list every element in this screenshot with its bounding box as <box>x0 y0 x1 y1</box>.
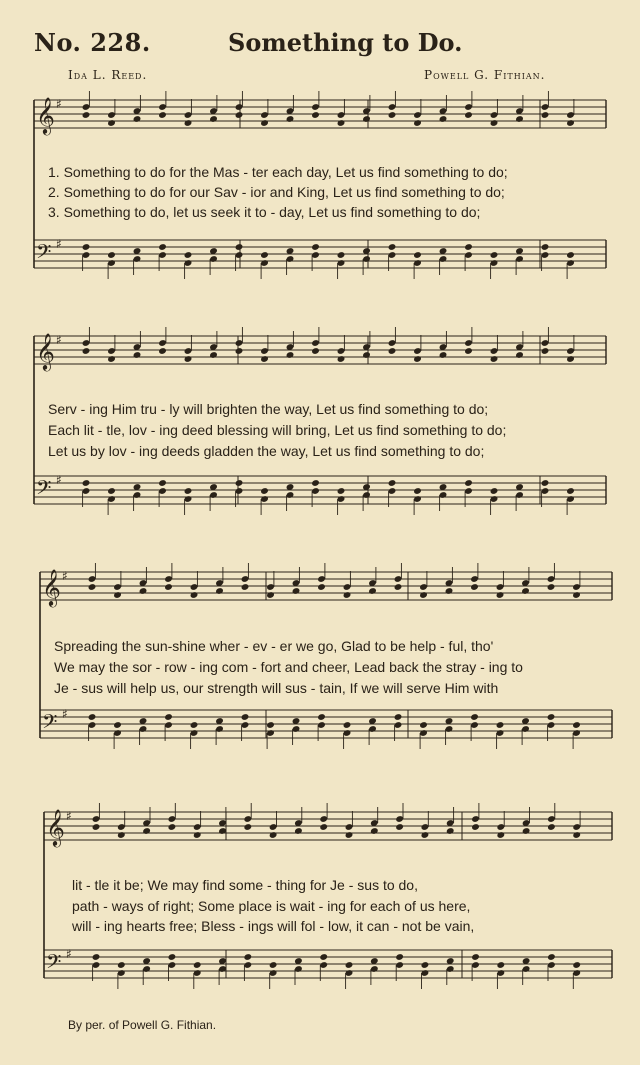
note-head <box>395 953 404 961</box>
note-head <box>260 355 269 363</box>
note-head <box>471 953 480 961</box>
sharp-icon: ♯ <box>66 809 72 823</box>
note-head <box>439 351 448 359</box>
bass-clef-icon: 𝄢 <box>36 240 52 268</box>
note-head <box>490 251 499 259</box>
note-head <box>107 119 116 127</box>
lyric-line: lit - tle it be; We may find some - thing for Je - sus to do, <box>72 877 418 893</box>
treble-clef-icon: 𝄞 <box>36 332 55 370</box>
sharp-icon: ♯ <box>62 707 68 721</box>
note-head <box>266 591 275 599</box>
note-head <box>142 827 151 835</box>
note-head <box>566 251 575 259</box>
treble-clef-icon: 𝄞 <box>46 808 65 846</box>
note-head <box>243 823 252 831</box>
note-head <box>311 243 320 251</box>
note-head <box>241 583 250 591</box>
note-head <box>184 251 193 259</box>
note-head <box>317 713 326 721</box>
note-head <box>168 953 177 961</box>
note-head <box>547 823 556 831</box>
lyric-line: will - ing hearts free; Bless - ings will fol - low, it can - not be vain, <box>72 918 475 934</box>
note-head <box>266 721 275 729</box>
note-head <box>241 713 250 721</box>
note-head <box>260 487 269 495</box>
note-head <box>490 119 499 127</box>
bass-clef-icon: 𝄢 <box>42 710 58 738</box>
note-head <box>294 827 303 835</box>
note-head <box>419 721 428 729</box>
sharp-icon: ♯ <box>56 333 62 347</box>
note-head <box>209 115 218 123</box>
note-head <box>158 111 167 119</box>
note-head <box>343 721 352 729</box>
bass-clef-icon: 𝄢 <box>36 476 52 504</box>
note-head <box>286 351 295 359</box>
note-head <box>82 347 91 355</box>
note-head <box>566 355 575 363</box>
note-head <box>337 119 346 127</box>
note-head <box>337 251 346 259</box>
lyric-line: Each lit - tle, lov - ing deed blessing will bring, Let us find something to do; <box>48 422 507 438</box>
note-head <box>158 479 167 487</box>
note-head <box>541 243 550 251</box>
note-head <box>107 487 116 495</box>
note-head <box>572 961 581 969</box>
sharp-icon: ♯ <box>62 569 68 583</box>
note-head <box>394 583 403 591</box>
note-head <box>260 251 269 259</box>
note-head <box>117 831 126 839</box>
note-head <box>496 591 505 599</box>
note-head <box>446 827 455 835</box>
note-head <box>522 827 531 835</box>
note-head <box>190 721 199 729</box>
note-head <box>311 347 320 355</box>
note-head <box>133 115 142 123</box>
sharp-icon: ♯ <box>56 97 62 111</box>
note-head <box>235 243 244 251</box>
note-head <box>184 355 193 363</box>
note-head <box>490 487 499 495</box>
note-head <box>311 479 320 487</box>
note-head <box>184 487 193 495</box>
note-head <box>471 823 480 831</box>
note-head <box>286 115 295 123</box>
note-head <box>490 355 499 363</box>
note-head <box>337 355 346 363</box>
note-head <box>464 347 473 355</box>
note-head <box>421 831 430 839</box>
note-head <box>343 591 352 599</box>
note-head <box>464 243 473 251</box>
note-head <box>184 119 193 127</box>
note-head <box>168 823 177 831</box>
lyric-line: Serv - ing Him tru - ly will brighten the way, Let us find something to do; <box>48 401 489 417</box>
note-head <box>572 591 581 599</box>
note-head <box>243 953 252 961</box>
note-head <box>113 721 122 729</box>
note-head <box>260 119 269 127</box>
note-head <box>470 713 479 721</box>
note-head <box>547 583 556 591</box>
footer-permission: By per. of Powell G. Fithian. <box>68 1018 217 1032</box>
note-head <box>345 831 354 839</box>
note-head <box>117 961 126 969</box>
note-head <box>269 831 278 839</box>
note-head <box>235 479 244 487</box>
note-head <box>158 243 167 251</box>
treble-clef-icon: 𝄞 <box>42 568 61 606</box>
hymn-number: No. 228. <box>34 28 151 57</box>
note-head <box>395 823 404 831</box>
note-head <box>158 347 167 355</box>
note-head <box>368 587 377 595</box>
note-head <box>319 823 328 831</box>
note-head <box>413 119 422 127</box>
note-head <box>521 587 530 595</box>
note-head <box>445 587 454 595</box>
note-head <box>92 823 101 831</box>
note-head <box>107 355 116 363</box>
note-head <box>133 351 142 359</box>
note-head <box>541 479 550 487</box>
note-head <box>541 111 550 119</box>
note-head <box>193 961 202 969</box>
note-head <box>496 831 505 839</box>
note-head <box>311 111 320 119</box>
note-head <box>464 479 473 487</box>
note-head <box>515 351 524 359</box>
note-head <box>419 591 428 599</box>
note-head <box>92 953 101 961</box>
note-head <box>464 111 473 119</box>
note-head <box>515 115 524 123</box>
note-head <box>82 243 91 251</box>
note-head <box>388 347 397 355</box>
note-head <box>82 479 91 487</box>
note-head <box>547 713 556 721</box>
lyric-line: Spreading the sun-shine wher - ev - er we go, Glad to be help - ful, tho' <box>54 638 494 654</box>
note-head <box>337 487 346 495</box>
lyric-line: Je - sus will help us, our strength will sus - tain, If we will serve Him with <box>54 680 499 696</box>
note-head <box>413 251 422 259</box>
note-head <box>292 587 301 595</box>
note-head <box>164 713 173 721</box>
note-head <box>388 479 397 487</box>
note-head <box>470 583 479 591</box>
author-credit: Ida L. Reed. <box>68 68 148 82</box>
lyric-line: We may the sor - row - ing com - fort and cheer, Lead back the stray - ing to <box>54 659 523 675</box>
note-head <box>319 953 328 961</box>
note-head <box>164 583 173 591</box>
note-head <box>566 487 575 495</box>
sharp-icon: ♯ <box>66 947 72 961</box>
note-head <box>541 347 550 355</box>
note-head <box>388 111 397 119</box>
lyric-line: 3. Something to do, let us seek it to - day, Let us find something to do; <box>48 204 481 220</box>
note-head <box>235 347 244 355</box>
note-head <box>413 355 422 363</box>
note-head <box>388 243 397 251</box>
note-head <box>362 115 371 123</box>
bass-clef-icon: 𝄢 <box>46 950 62 978</box>
note-head <box>572 721 581 729</box>
note-head <box>345 961 354 969</box>
lyric-line: Let us by lov - ing deeds gladden the way, Let us find something to do; <box>48 443 485 459</box>
note-head <box>215 587 224 595</box>
note-head <box>82 111 91 119</box>
note-head <box>209 351 218 359</box>
note-head <box>107 251 116 259</box>
note-head <box>496 721 505 729</box>
note-head <box>269 961 278 969</box>
note-head <box>547 953 556 961</box>
note-head <box>88 583 97 591</box>
composer-credit: Powell G. Fithian. <box>424 68 546 82</box>
hymn-title: Something to Do. <box>228 28 463 57</box>
note-head <box>190 591 199 599</box>
lyric-line: 2. Something to do for our Sav - ior and King, Let us find something to do; <box>48 184 505 200</box>
note-head <box>193 831 202 839</box>
note-head <box>317 583 326 591</box>
note-head <box>496 961 505 969</box>
treble-clef-icon: 𝄞 <box>36 96 55 134</box>
lyric-line: path - ways of right; Some place is wait - ing for each of us here, <box>72 898 471 914</box>
note-head <box>362 351 371 359</box>
note-head <box>413 487 422 495</box>
note-head <box>421 961 430 969</box>
note-head <box>370 827 379 835</box>
note-head <box>235 111 244 119</box>
note-head <box>572 831 581 839</box>
note-head <box>394 713 403 721</box>
note-head <box>88 713 97 721</box>
note-head <box>566 119 575 127</box>
sharp-icon: ♯ <box>56 473 62 487</box>
note-head <box>113 591 122 599</box>
lyric-line: 1. Something to do for the Mas - ter each day, Let us find something to do; <box>48 164 508 180</box>
sharp-icon: ♯ <box>56 237 62 251</box>
note-head <box>439 115 448 123</box>
note-head <box>139 587 148 595</box>
